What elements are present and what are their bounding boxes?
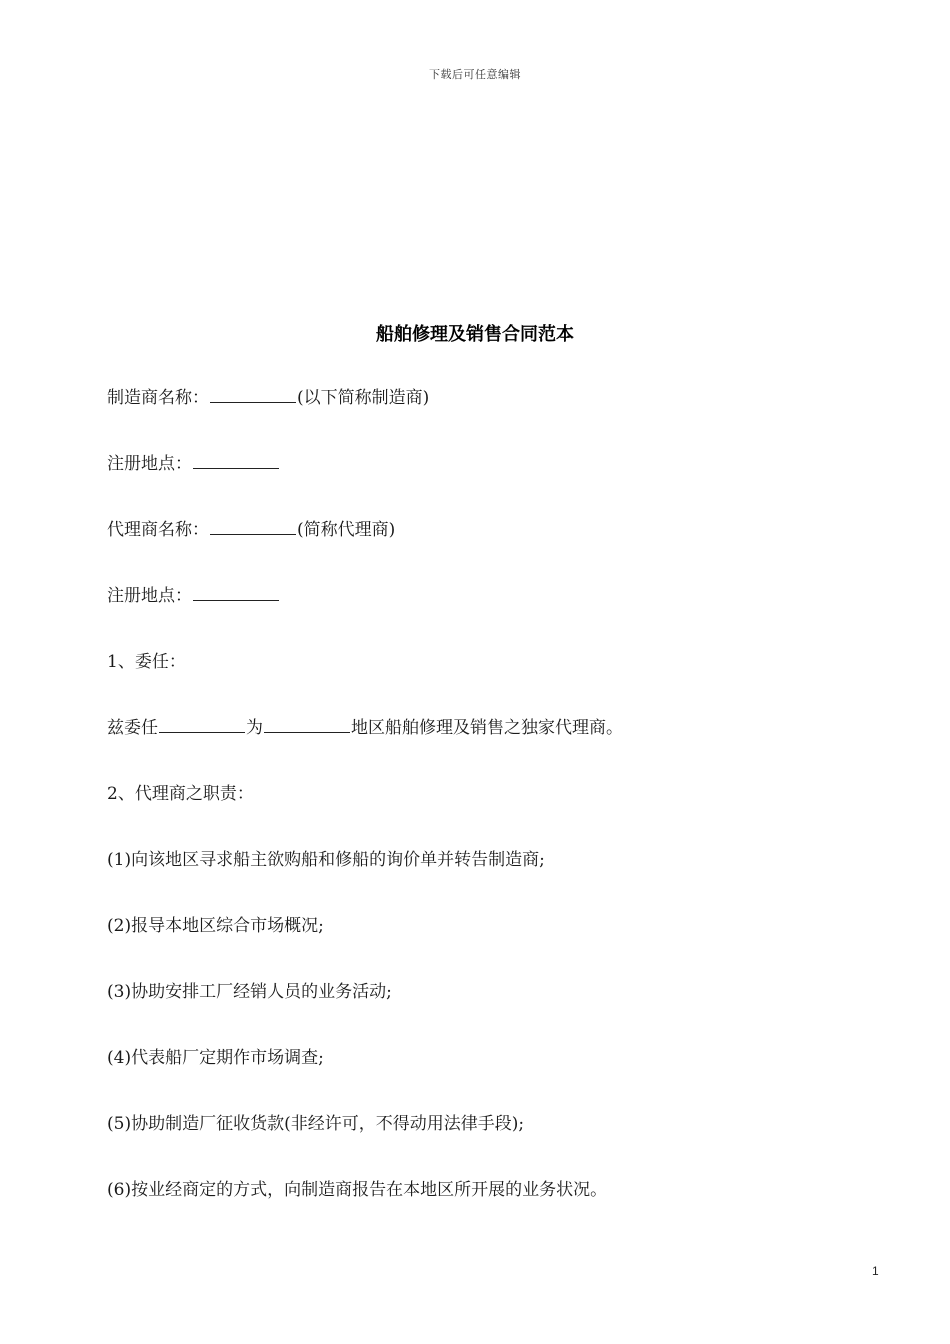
section-1-heading: 1、委任： xyxy=(107,652,186,672)
duty-item: (3)协助安排工厂经销人员的业务活动; xyxy=(107,982,392,1002)
region-blank xyxy=(264,716,350,733)
appointee-blank xyxy=(159,716,245,733)
duty-item: (6)按业经商定的方式，向制造商报告在本地区所开展的业务状况。 xyxy=(107,1180,608,1200)
registered-place-label: 注册地点： xyxy=(107,454,192,474)
manufacturer-name-suffix: (以下简称制造商) xyxy=(297,388,430,408)
appointment-text-3: 地区船舶修理及销售之独家代理商。 xyxy=(351,718,623,738)
appointment-text-2: 为 xyxy=(246,718,263,738)
agent-name-suffix: (简称代理商) xyxy=(297,520,396,540)
duty-item: (5)协助制造厂征收货款(非经许可，不得动用法律手段); xyxy=(107,1114,525,1134)
duty-item: (4)代表船厂定期作市场调查; xyxy=(107,1048,324,1068)
page-number: 1 xyxy=(872,1264,879,1278)
document-title: 船舶修理及销售合同范本 xyxy=(376,324,574,345)
manufacturer-name-blank xyxy=(210,386,296,403)
agent-name-label: 代理商名称： xyxy=(107,520,209,540)
registered-place-blank xyxy=(193,452,279,469)
page-header: 下载后可任意编辑 xyxy=(429,68,521,81)
section-2-heading: 2、代理商之职责： xyxy=(107,784,254,804)
agent-name-line xyxy=(107,518,395,542)
registered-place-label: 注册地点： xyxy=(107,586,192,606)
duty-item: (1)向该地区寻求船主欲购船和修船的询价单并转告制造商; xyxy=(107,850,545,870)
agent-name-blank xyxy=(210,518,296,535)
agent-registered-place-line xyxy=(107,584,280,608)
appointment-text-1: 兹委任 xyxy=(107,718,158,738)
manufacturer-registered-place-line xyxy=(107,452,280,476)
manufacturer-name-label: 制造商名称： xyxy=(107,388,209,408)
duty-item: (2)报导本地区综合市场概况; xyxy=(107,916,324,936)
manufacturer-name-line xyxy=(107,386,429,410)
appointment-line xyxy=(107,716,623,740)
registered-place-blank xyxy=(193,584,279,601)
